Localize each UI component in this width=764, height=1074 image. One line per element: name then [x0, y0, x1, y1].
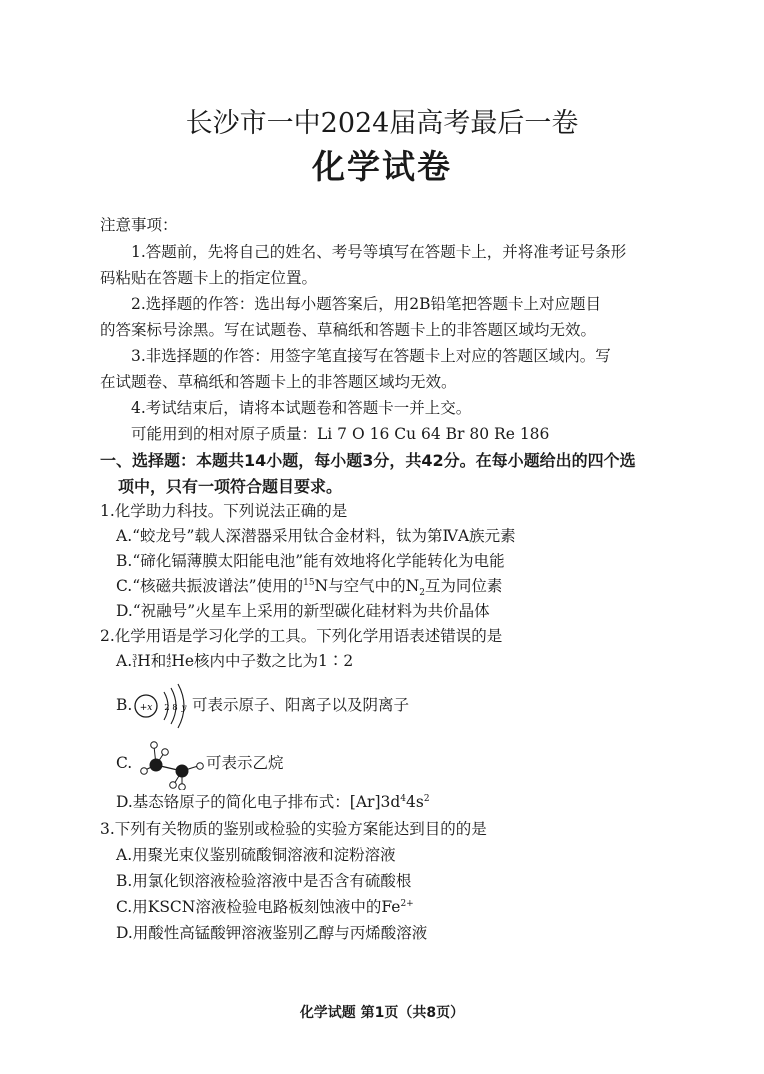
q2-option-c-label: C.: [116, 754, 133, 772]
note-1-line-1: 1.答题前，先将自己的姓名、考号等填写在答题卡上，并将准考证号条形: [131, 243, 627, 261]
note-2-line-1: 2.选择题的作答：选出每小题答案后，用2B铅笔把答题卡上对应题目: [131, 295, 602, 313]
q1-option-a: A.“蛟龙号”载人深潜器采用钛合金材料，钛为第ⅣA族元素: [116, 527, 516, 545]
note-1-line-2: 码粘贴在答题卡上的指定位置。: [100, 269, 318, 287]
note-3-line-2: 在试题卷、草稿纸和答题卡上的非答题区域均无效。: [100, 373, 457, 391]
school-title: 长沙市一中2024届高考最后一卷: [185, 108, 579, 139]
section-1-heading-line-2: 项中，只有一项符合题目要求。: [118, 477, 343, 496]
page-footer: 化学试题 第1页（共8页）: [299, 1005, 465, 1021]
note-3-line-1: 3.非选择题的作答：用签字笔直接写在答题卡上对应的答题区域内。写: [131, 347, 611, 365]
q2-option-b-label: B.: [116, 696, 133, 714]
q2-option-b-text: 可表示原子、阳离子以及阴离子: [192, 696, 410, 714]
shell-1-count: 2: [164, 703, 170, 713]
q3-option-d: D.用酸性高锰酸钾溶液鉴别乙醇与丙烯酸溶液: [116, 924, 428, 942]
shell-3-count: y: [181, 703, 187, 713]
q2-option-c-text: 可表示乙烷: [206, 754, 284, 772]
q1-stem: 1.化学助力科技。下列说法正确的是: [100, 502, 348, 520]
hydrogen-atom: [197, 763, 204, 770]
note-4: 4.考试结束后，请将本试题卷和答题卡一并上交。: [131, 399, 472, 417]
note-2-line-2: 的答案标号涂黑。写在试题卷、草稿纸和答题卡上的非答题区域均无效。: [100, 321, 597, 339]
carbon-atom: [176, 765, 189, 778]
hydrogen-atom: [162, 749, 169, 756]
q2-stem: 2.化学用语是学习化学的工具。下列化学用语表述错误的是: [100, 627, 503, 645]
q3-option-a: A.用聚光束仪鉴别硫酸铜溶液和淀粉溶液: [116, 846, 396, 864]
section-1-heading-line-1: 一、选择题：本题共14小题，每小题3分，共42分。在每小题给出的四个选: [100, 451, 636, 470]
q1-option-b: B.“碲化镉薄膜太阳能电池”能有效地将化学能转化为电能: [116, 552, 505, 570]
q3-stem: 3.下列有关物质的鉴别或检验的实验方案能达到目的的是: [100, 820, 487, 838]
q3-option-c: C.用KSCN溶液检验电路板刻蚀液中的$Fe^{2+}$: [116, 898, 414, 916]
notes-heading: 注意事项：: [100, 216, 178, 234]
atomic-structure-diagram: [130, 680, 200, 732]
hydrogen-atom: [170, 782, 177, 789]
carbon-atom: [150, 759, 163, 772]
q3-option-b: B.用氯化钡溶液检验溶液中是否含有硫酸根: [116, 872, 412, 890]
hydrogen-atom: [141, 768, 148, 775]
q2-option-a: A.3 1H和4 2He核内中子数之比为1∶2: [116, 652, 354, 670]
shell-2-count: 8: [172, 703, 178, 713]
hydrogen-atom: [179, 784, 186, 790]
nucleus-charge: +x: [139, 703, 153, 713]
q1-option-c: C.“核磁共振波谱法”使用的$^{15}$N与空气中的$N_2$互为同位素: [116, 577, 503, 599]
ethane-ball-stick-model: [140, 738, 206, 790]
q2-option-d: D.基态铬原子的简化电子排布式：$[Ar]3d^44s^2$: [116, 793, 430, 811]
subject-title: 化学试卷: [312, 147, 452, 186]
hydrogen-atom: [151, 742, 158, 749]
q1-option-d: D.“祝融号”火星车上采用的新型碳化硅材料为共价晶体: [116, 602, 490, 620]
atomic-masses: 可能用到的相对原子质量：Li 7 O 16 Cu 64 Br 80 Re 186: [131, 425, 550, 443]
